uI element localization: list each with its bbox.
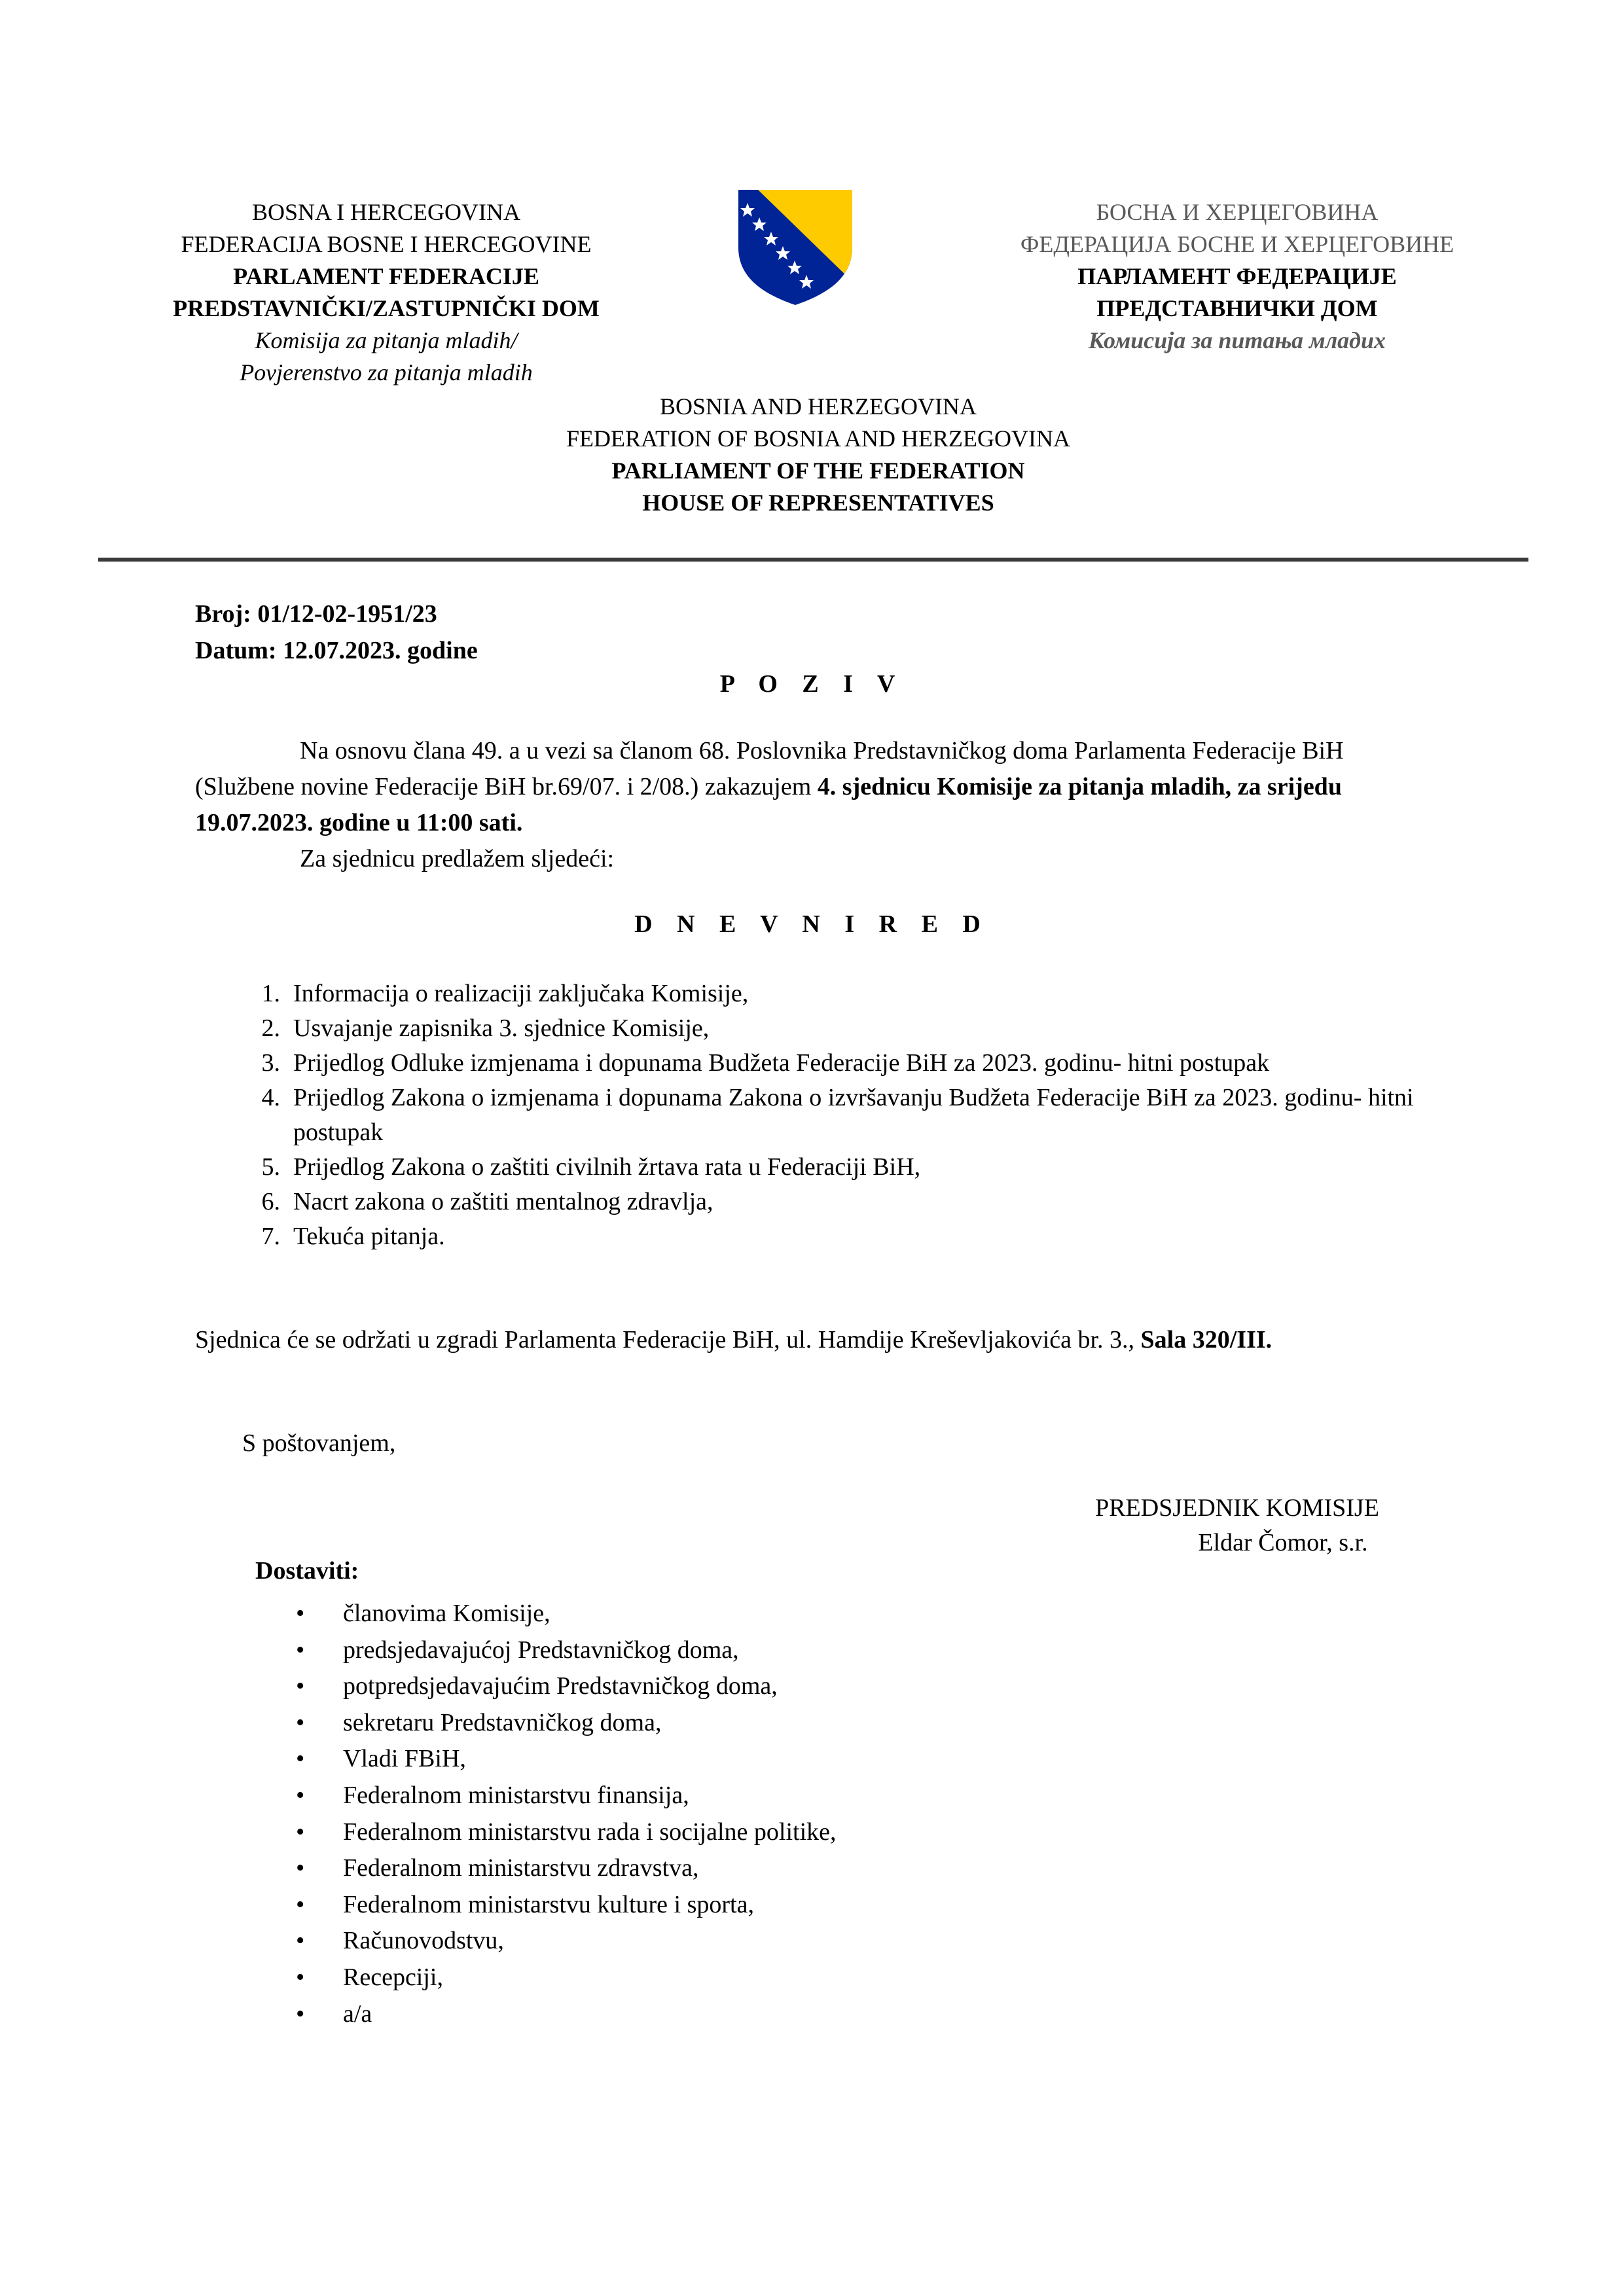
agenda-item (195, 1185, 1439, 1219)
distribution-item-text: Vladi FBiH, (343, 1745, 466, 1773)
intro-session-bold: 4. sjednicu Komisije za pitanja mladih, za srijedu 19.07.2023. godine u 11:00 sati. (195, 773, 1342, 836)
agenda-item (195, 1219, 1439, 1254)
agenda-item-number: 6. (261, 1188, 280, 1215)
bullet-icon: • (296, 1600, 305, 1627)
title-poziv: P O Z I V (719, 670, 905, 698)
bullet-icon: • (296, 1672, 305, 1700)
bullet-icon: • (296, 1818, 305, 1846)
distribution-list (255, 1596, 837, 2032)
distribution-item-text: a/a (343, 2000, 372, 2028)
agenda-item-number: 1. (261, 980, 280, 1007)
distribution-item (255, 1960, 837, 1996)
bullet-icon: • (296, 1963, 305, 1991)
distribution-item-text: Federalnom ministarstvu rada i socijalne politike, (343, 1818, 837, 1846)
header-right-commission: Комисија за питања младих (1088, 327, 1386, 353)
header-left-commission: Komisija za pitanja mladih/ (255, 327, 518, 353)
agenda-item-text: Usvajanje zapisnika 3. sjednice Komisije, (293, 1014, 710, 1042)
agenda-item-number: 4. (261, 1084, 280, 1111)
distribution-item (255, 1596, 837, 1632)
agenda-item (195, 1046, 1439, 1081)
distribution-item (255, 1814, 837, 1851)
header-left-federation: FEDERACIJA BOSNE I HERCEGOVINE (181, 231, 592, 257)
agenda-item (195, 1150, 1439, 1185)
distribution-title: Dostaviti: (255, 1557, 359, 1585)
header-right-federation: ФЕДЕРАЦИЈА БОСНЕ И ХЕРЦЕГОВИНЕ (1020, 231, 1454, 257)
signature-block (910, 1491, 1564, 1560)
distribution-item (255, 1850, 837, 1887)
intro-paragraph (195, 733, 1445, 841)
distribution-item (255, 1996, 837, 2033)
signature-title: PREDSJEDNIK KOMISIJE (1095, 1494, 1379, 1522)
closing-salutation: S poštovanjem, (242, 1429, 396, 1457)
header-left-country: BOSNA I HERCEGOVINA (251, 199, 520, 225)
distribution-item (255, 1923, 837, 1960)
document-date: Datum: 12.07.2023. godine (195, 637, 478, 664)
document-meta (195, 596, 478, 669)
agenda-item-text: Prijedlog Odluke izmjenama i dopunama Budžeta Federacije BiH za 2023. godinu- hitni postupak (293, 1049, 1270, 1077)
header-center-parliament: PARLIAMENT OF THE FEDERATION (611, 457, 1025, 484)
header-left-commission-alt: Povjerenstvo za pitanja mladih (240, 359, 533, 386)
header-right-house: ПРЕДСТАВНИЧКИ ДОМ (1096, 295, 1378, 321)
distribution-item (255, 1705, 837, 1742)
agenda-item-text: Prijedlog Zakona o zaštiti civilnih žrtava rata u Federaciji BiH, (293, 1153, 921, 1181)
distribution-item-text: Federalnom ministarstvu finansija, (343, 1781, 689, 1809)
distribution-item (255, 1778, 837, 1814)
bullet-icon: • (296, 1927, 305, 1955)
agenda-item-text: Prijedlog Zakona o izmjenama i dopunama Zakona o izvršavanju Budžeta Federacije BiH za 2023. godinu- hitni postupak (293, 1084, 1414, 1146)
header-center-federation: FEDERATION OF BOSNIA AND HERZEGOVINA (566, 425, 1070, 452)
distribution-item-text: sekretaru Predstavničkog doma, (343, 1708, 662, 1736)
distribution-item-text: članovima Komisije, (343, 1600, 550, 1627)
session-location (195, 1322, 1445, 1358)
agenda-item-number: 2. (261, 1014, 280, 1042)
agenda-item-text: Nacrt zakona o zaštiti mentalnog zdravlja, (293, 1188, 713, 1215)
agenda-item (195, 1011, 1439, 1046)
agenda-list (195, 977, 1439, 1254)
header-right-parliament: ПАРЛАМЕНТ ФЕДЕРАЦИЈЕ (1077, 263, 1397, 289)
agenda-item-number: 7. (261, 1223, 280, 1250)
distribution-item-text: Federalnom ministarstvu zdravstva, (343, 1854, 699, 1882)
title-dnevni-red: D N E V N I R E D (634, 910, 990, 938)
agenda-item-number: 3. (261, 1049, 280, 1077)
bullet-icon: • (296, 1745, 305, 1773)
coat-of-arms-icon (733, 190, 857, 308)
distribution-item-text: Federalnom ministarstvu kulture i sporta, (343, 1890, 754, 1918)
header-right-block (910, 196, 1564, 357)
document-number: Broj: 01/12-02-1951/23 (195, 600, 437, 628)
session-room: Sala 320/III. (1140, 1326, 1272, 1354)
header-divider (98, 558, 1528, 562)
header-center-country: BOSNIA AND HERZEGOVINA (660, 393, 977, 420)
header-center-block (419, 391, 1218, 519)
distribution-item-text: Računovodstvu, (343, 1927, 504, 1955)
agenda-item-number: 5. (261, 1153, 280, 1181)
header-left-house: PREDSTAVNIČKI/ZASTUPNIČKI DOM (173, 295, 600, 321)
distribution-item-text: potpredsjedavajućim Predstavničkog doma, (343, 1672, 778, 1700)
bullet-icon: • (296, 1708, 305, 1736)
bullet-icon: • (296, 1854, 305, 1882)
signature-name: Eldar Čomor, s.r. (1198, 1529, 1368, 1556)
header-left-block (59, 196, 713, 389)
distribution-item (255, 1741, 837, 1778)
distribution-item (255, 1887, 837, 1924)
distribution-item (255, 1668, 837, 1705)
distribution-item-text: predsjedavajućoj Predstavničkog doma, (343, 1636, 739, 1664)
agenda-item-text: Informacija o realizaciji zaključaka Komisije, (293, 980, 749, 1007)
intro-text: Na osnovu člana 49. a u vezi sa članom 68. Poslovnika Predstavničkog doma Parlamenta Federacije BiH (Službene novine Federacije BiH br.69/07. i 2/08.) zakazujem (195, 737, 1344, 800)
bullet-icon: • (296, 2000, 305, 2028)
session-location-text: Sjednica će se održati u zgradi Parlamenta Federacije BiH, ul. Hamdije Kreševljakovića br. 3., (195, 1326, 1141, 1354)
agenda-item-text: Tekuća pitanja. (293, 1223, 445, 1250)
header-center-house: HOUSE OF REPRESENTATIVES (642, 490, 994, 516)
header-left-parliament: PARLAMENT FEDERACIJE (233, 263, 539, 289)
header-right-country: БОСНА И ХЕРЦЕГОВИНА (1096, 199, 1379, 225)
bullet-icon: • (296, 1636, 305, 1664)
bullet-icon: • (296, 1781, 305, 1809)
distribution-item (255, 1632, 837, 1669)
agenda-item (195, 1081, 1439, 1150)
bullet-icon: • (296, 1890, 305, 1918)
agenda-item (195, 977, 1439, 1011)
distribution-item-text: Recepciji, (343, 1963, 443, 1991)
agenda-intro: Za sjednicu predlažem sljedeći: (300, 845, 615, 872)
